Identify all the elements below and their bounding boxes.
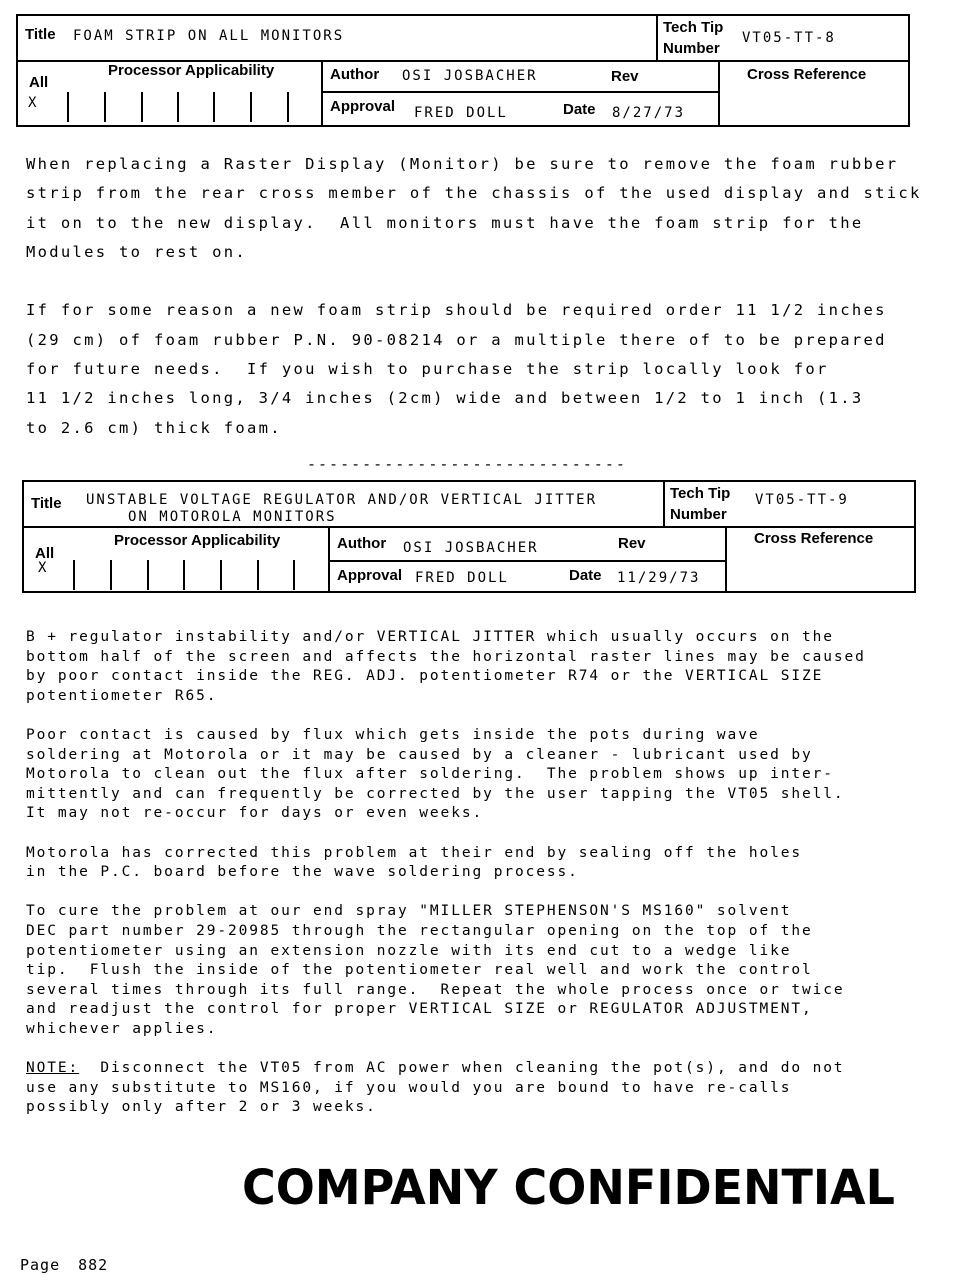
processor-applicability-label: Processor Applicability bbox=[108, 62, 275, 79]
author-value: OSI JOSBACHER bbox=[403, 540, 539, 556]
author-value: OSI JOSBACHER bbox=[402, 68, 538, 84]
page-number: 882 bbox=[78, 1256, 109, 1274]
tip-title-line-1: UNSTABLE VOLTAGE REGULATOR AND/OR VERTICAL JITTER bbox=[86, 492, 598, 508]
author-label: Author bbox=[330, 66, 380, 83]
date-value: 11/29/73 bbox=[617, 570, 701, 586]
author-label: Author bbox=[337, 535, 387, 552]
separator-line: ----------------------------- bbox=[307, 455, 627, 473]
tip1-body: When replacing a Raster Display (Monitor) be sure to remove the foam rubber strip from the rear cross member of the chassis of the used display and stick it on to the new display. All monitors must have the foam strip for the Modules to rest on. If for some reason a new foam strip should be required order 11 1/2 inches (29 cm) of foam rubber P.N. 90-08214 or a multiple there of to be prepared for future needs. If you wish to purchase the strip locally look for 11 1/2 inches long, 3/4 inches (2cm) wide and between 1/2 to 1 inch (1.3 to 2.6 cm) thick foam. bbox=[26, 155, 922, 437]
tip-title-line-2: ON MOTOROLA MONITORS bbox=[128, 509, 337, 525]
approval-label: Approval bbox=[330, 98, 396, 115]
all-mark: X bbox=[38, 560, 49, 576]
tip-title: FOAM STRIP ON ALL MONITORS bbox=[73, 28, 345, 44]
cross-reference-label: Cross Reference bbox=[747, 66, 867, 83]
all-mark: X bbox=[28, 95, 39, 111]
number-label: Number bbox=[663, 40, 720, 57]
tech-tip-number: VT05-TT-9 bbox=[755, 492, 849, 508]
cross-reference-label: Cross Reference bbox=[754, 530, 874, 547]
all-label: All bbox=[35, 545, 55, 562]
tech-tip-number: VT05-TT-8 bbox=[742, 30, 836, 46]
company-confidential-stamp: COMPANY CONFIDENTIAL bbox=[242, 1158, 895, 1216]
title-label: Title bbox=[31, 495, 62, 512]
note-body: Disconnect the VT05 from AC power when cleaning the pot(s), and do not use any substitute to MS160, if you would you are bound to have re-calls possibly only after 2 or 3 weeks. bbox=[26, 1060, 845, 1116]
approval-value: FRED DOLL bbox=[415, 570, 509, 586]
number-label: Number bbox=[670, 506, 727, 523]
tip2-body: B + regulator instability and/or VERTICAL JITTER which usually occurs on the bottom half of the screen and affects the horizontal raster lines may be caused by poor contact inside the REG. ADJ. potentiometer R74 or the VERTICAL SIZE potentiometer R65. Poor contact is caused by flux which gets inside the pots during wave soldering at Motorola or it may be caused by a cleaner - lubricant used by Motorola to clean out the flux after soldering. The problem shows up inter- mittently and can frequently be corrected by the user tapping the VT05 shell. It may not re-occur for days or even weeks. Motorola has corrected this problem at their end by sealing off the holes in the P.C. board before the wave soldering process. To cure the problem at our end spray "MILLER STEPHENSON'S MS160" solvent DEC part number 29-20985 through the rectangular opening on the top of the potentiometer using an extension nozzle with its end cut to a wedge like tip. Flush the inside of the potentiometer real well and work the control several times through its full range. Repeat the whole process once or twice and readjust the control for proper VERTICAL SIZE or REGULATOR ADJUSTMENT, whichever applies. bbox=[26, 629, 866, 1037]
date-label: Date bbox=[569, 567, 602, 584]
date-value: 8/27/73 bbox=[612, 105, 686, 121]
processor-applicability-label: Processor Applicability bbox=[114, 532, 281, 549]
all-label: All bbox=[29, 74, 49, 91]
page-label: Page bbox=[20, 1256, 61, 1274]
title-label: Title bbox=[25, 26, 56, 43]
rev-label: Rev bbox=[611, 68, 639, 85]
tech-tip-label: Tech Tip bbox=[670, 485, 731, 502]
note-block bbox=[26, 1059, 845, 1118]
note-label: NOTE: bbox=[26, 1060, 80, 1076]
rev-label: Rev bbox=[618, 535, 646, 552]
approval-label: Approval bbox=[337, 567, 403, 584]
tech-tip-label: Tech Tip bbox=[663, 19, 724, 36]
date-label: Date bbox=[563, 101, 596, 118]
approval-value: FRED DOLL bbox=[414, 105, 508, 121]
page-footer bbox=[20, 1256, 108, 1275]
